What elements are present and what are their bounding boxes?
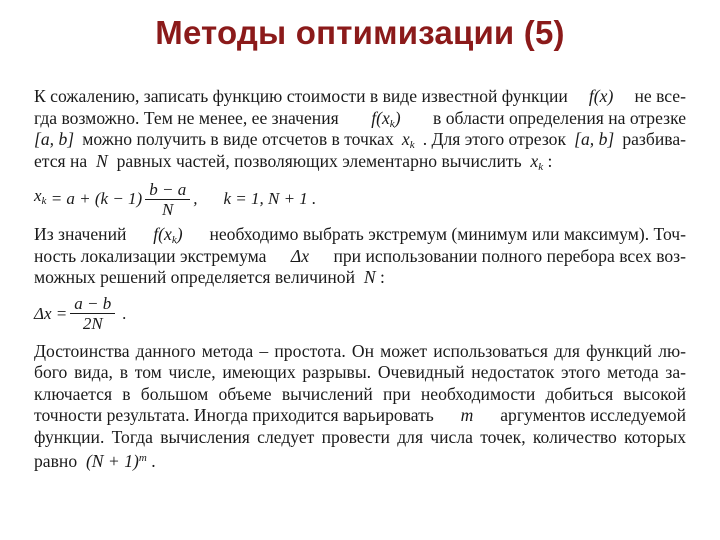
text-line — [34, 267, 686, 289]
math-interval: [a, b] — [574, 129, 615, 149]
text-line: функции. Тогда вычисления следует провести для числа точек, количество которых — [34, 426, 686, 447]
math-subscript: k — [538, 160, 544, 173]
text-fragment: К сожалению, записать функцию стоимости в виде известной функции — [34, 86, 568, 106]
math-subscript: k — [409, 139, 415, 151]
math-part: f(x — [371, 107, 390, 128]
math-delta-x: Δx — [290, 245, 310, 266]
text-line — [34, 246, 686, 268]
text-fragment: : — [547, 150, 553, 171]
paragraph-extremum — [34, 224, 686, 289]
fraction-numerator: b − a — [145, 180, 190, 200]
math-m: m — [460, 405, 474, 425]
text-fragment: ется на — [34, 150, 88, 171]
text-line — [34, 405, 686, 427]
text-line: ключается в большом объеме вычислений при необходимости добиться высокой — [34, 383, 686, 404]
text-line — [34, 86, 686, 108]
text-line — [34, 108, 686, 130]
math-part: x — [401, 129, 410, 149]
paragraph-advantages — [34, 341, 686, 470]
text-fragment: разбива- — [622, 129, 686, 149]
formula-rhs: = a + (k − 1) — [50, 189, 143, 209]
text-fragment: точности результата. Иногда приходится варьировать — [34, 405, 434, 425]
fraction-denominator: 2N — [82, 314, 103, 333]
text-fragment: : — [379, 267, 385, 287]
math-xk — [402, 129, 415, 151]
formula-lhs: Δx = — [34, 303, 68, 323]
formula-delta-x — [34, 291, 686, 337]
math-fxk — [371, 108, 400, 130]
math-subscript: k — [171, 234, 177, 246]
text-fragment: аргументов исследуемой — [500, 405, 686, 425]
formula-separator: , — [193, 189, 198, 209]
formula-range: k = 1, N + 1 . — [223, 189, 317, 209]
math-xk — [530, 151, 543, 171]
math-interval: [a, b] — [34, 129, 75, 149]
formula-end: . — [122, 303, 127, 323]
math-N: N — [363, 267, 376, 287]
text-fragment: Из значений — [34, 224, 127, 244]
text-fragment: не все- — [634, 86, 686, 106]
math-N: N — [96, 150, 108, 171]
math-subscript: k — [389, 117, 395, 130]
text-fragment: можных решений определяется величиной — [34, 267, 356, 287]
text-fragment: . Для этого отрезок — [422, 129, 567, 149]
math-subscript: k — [41, 195, 47, 208]
text-fragment: равно — [34, 451, 78, 471]
math-superscript: m — [138, 452, 147, 464]
fraction — [145, 180, 190, 219]
slide-body — [34, 86, 686, 470]
formula-lhs — [34, 185, 46, 213]
formula-sample-points — [34, 176, 686, 222]
text-fragment: ность локализации экстремума — [34, 245, 267, 266]
text-line: Достоинства данного метода – простота. Он может использоваться для функций лю- — [34, 340, 686, 361]
text-line: бого вида, в том числе, имеющих разрывы. Очевидный недостаток этого метода за- — [34, 362, 686, 382]
math-part: (N + 1) — [85, 451, 139, 471]
math-part: x — [530, 150, 539, 171]
math-fx: f(x) — [588, 86, 614, 106]
text-fragment: гда возможно. Тем не менее, ее значения — [34, 107, 339, 128]
text-line — [34, 129, 686, 151]
text-line — [34, 224, 686, 246]
text-line — [34, 448, 686, 470]
math-fxk — [153, 224, 182, 246]
text-fragment: при использовании полного перебора всех воз- — [333, 245, 686, 266]
text-fragment: в области определения на отрезке — [433, 107, 686, 128]
text-line — [34, 151, 686, 173]
math-part: ) — [394, 107, 401, 128]
text-fragment: равных частей, позволяющих элементарно вычислить — [116, 150, 522, 171]
math-part: ) — [176, 224, 183, 244]
math-part: x — [34, 186, 42, 206]
slide-title: Методы оптимизации (5) — [155, 14, 565, 51]
text-fragment: необходимо выбрать экстремум (минимум или максимум). Точ- — [209, 224, 686, 244]
paragraph-intro — [34, 86, 686, 172]
fraction-numerator: a − b — [70, 294, 115, 314]
math-part: f(x — [153, 224, 172, 244]
text-fragment: . — [151, 451, 156, 471]
fraction — [70, 294, 115, 333]
math-power — [86, 451, 147, 471]
fraction-denominator: N — [162, 199, 174, 219]
text-fragment: можно получить в виде отсчетов в точках — [82, 129, 394, 149]
